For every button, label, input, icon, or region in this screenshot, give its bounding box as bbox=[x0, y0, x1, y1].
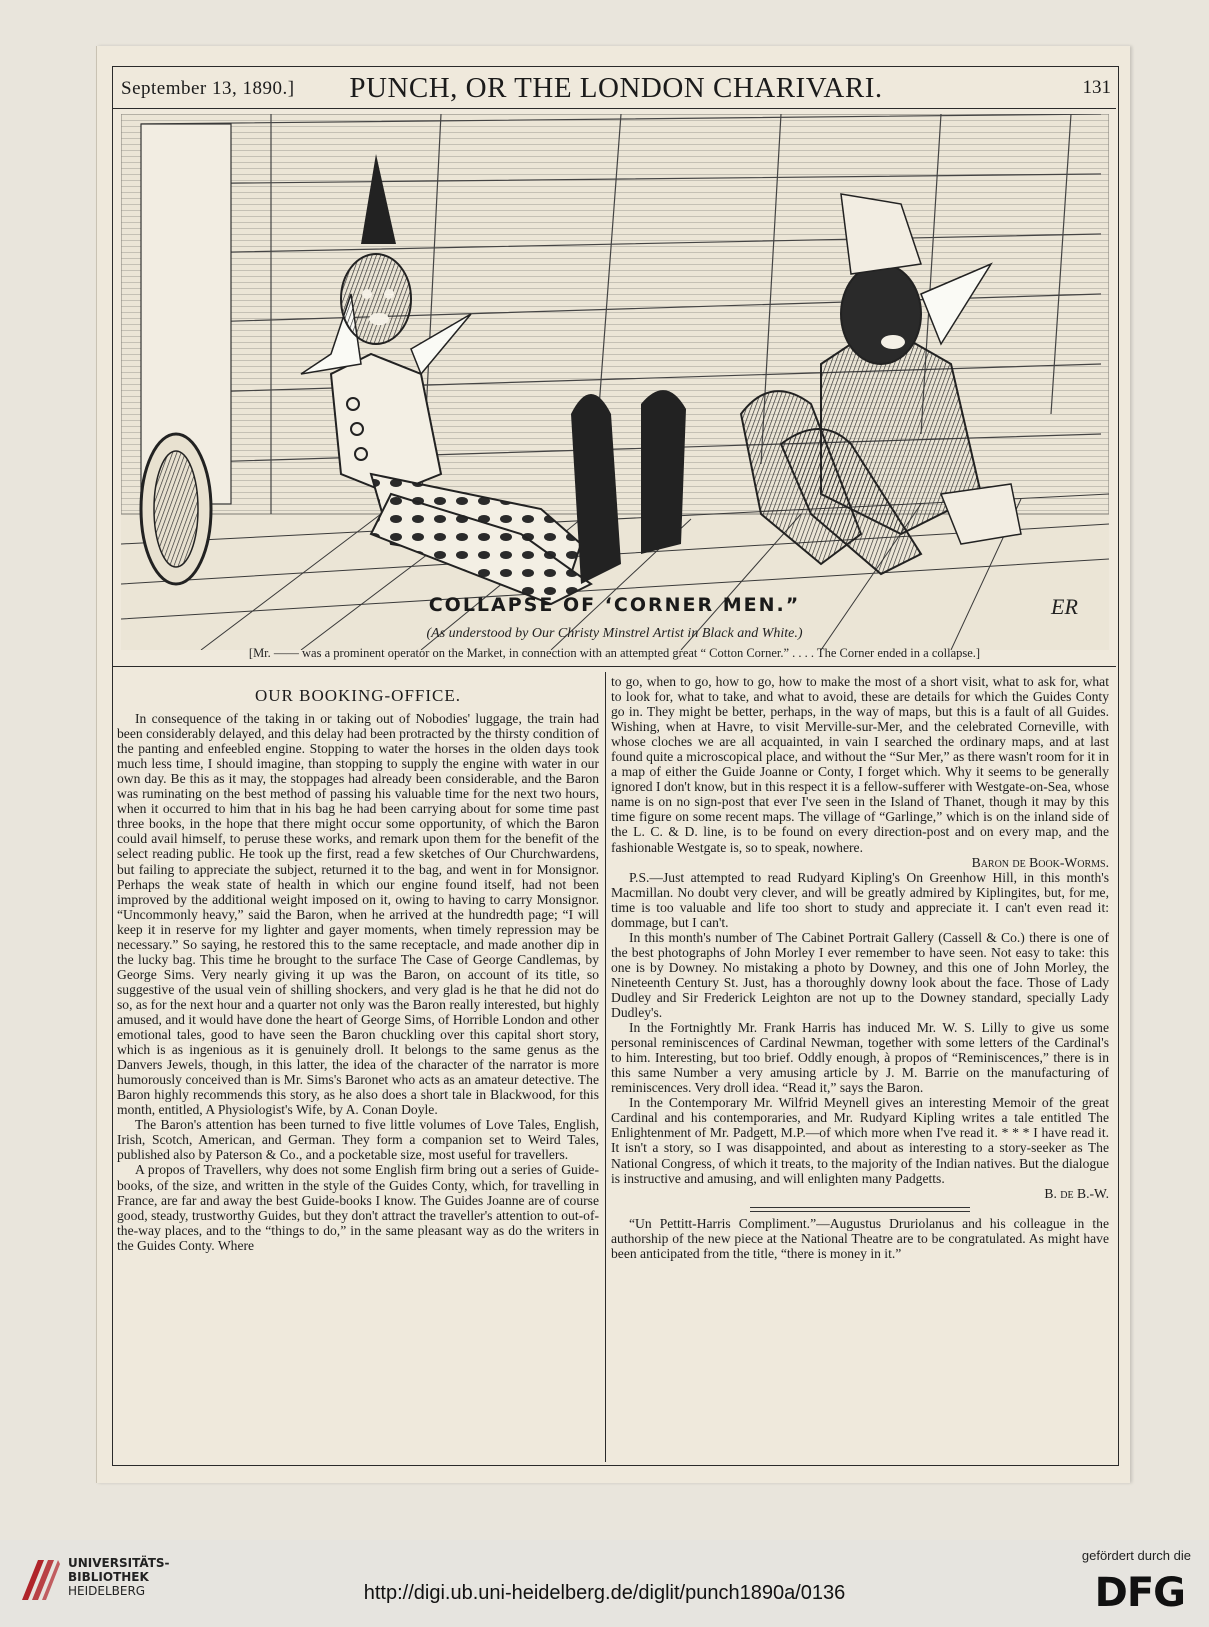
dfg-logo: DFG bbox=[1094, 1570, 1185, 1616]
column-rule bbox=[605, 672, 606, 1462]
article-paragraph: A propos of Travellers, why does not some English firm bring out a series of Guide-books, of the size, and written in the style of the Guides Conty, which, for travelling in France, are far and away the best Guide-books I know. The Guides Joanne are of course good, steady, trustworthy Guides, but they don't attract the traveller's attention to out-of-the-way places, and to the “things to do,” in the same pleasant way as do the writers in the Guides Conty. Where bbox=[117, 1162, 599, 1253]
article-paragraph: The Baron's attention has been turned to five little volumes of Love Tales, English, Irish, Scotch, American, and German. They form a companion set to Weird Tales, published also by Paterson & Co., and a pocketable size, most useful for travellers. bbox=[117, 1117, 599, 1163]
left-column bbox=[117, 676, 599, 1253]
sponsor-text: gefördert durch die bbox=[1081, 1548, 1191, 1563]
header-rule bbox=[113, 108, 1116, 109]
signature: Baron de Book-Worms. bbox=[971, 854, 1109, 870]
artist-signature: ER bbox=[1051, 594, 1078, 619]
article-paragraph: In this month's number of The Cabinet Portrait Gallery (Cassell & Co.) there is one of the best photographs of John Morley I ever remember to have seen. Not easy to take: this one is by Downey. No mistaking a photo by Downey, and this one of John Morley, the Nineteenth Century St. Just, has a thoroughly downy look about the face. Those of Lady Dudley and Sir Frederick Leighton are not up to the Downey standard, specially Lady Dudley's. bbox=[611, 929, 1109, 1021]
article-paragraph: P.S.—Just attempted to read Rudyard Kipling's On Greenhow Hill, in this month's Macmillan. No doubt very clever, and will be greatly admired by Kiplingites, but, for me, time is too valuable and life too short to study and appreciate it. I can't even read it: dommage, but I can't. bbox=[611, 869, 1109, 930]
page-header bbox=[121, 72, 1111, 102]
article-paragraph: In consequence of the taking in or taking out of Nobodies' luggage, the train had been considerably delayed, and this delay had been protracted by the thirsty condition of the panting and enfeebled engine. Stopping to water the horses in the olden days took much less time, I should imagine, than stopping to supply the engine with water in our own day. Be this as it may, the stoppages had already been considerable, and the Baron was ruminating on the best method of passing his valuable time for the next two hours, when it occurred to him that in his bag he had been carrying about for some time past three books, in the hope that there might occur some opportunity, of which the Baron could avail himself, to peruse these works, and remark upon them for the benefit of the select reading public. He took up the first, read a few sketches of Our Churchwardens, but failing to appreciate the subject, returned it to the bag, and went in for Monsignor. Perhaps the weak state of health in which our engine found itself, had not been improved by the additional weight imposed on it, owing to having to carry Monsignor. “Uncommonly heavy,” said the Baron, when he arrived at the hundredth page; “I will keep it in reserve for my lighter and gayer moments, when timely repression may be necessary.” So saying, he restored this to the same receptacle, and made another dip in the lucky bag. This time he brought to the surface The Case of George Candlemas, by George Sims. Very nearly giving it up was the Baron, on account of its title, so suggestive of the usual vein of shilling shockers, and very glad is he that he did not do so, as for the next hour and a quarter not only was the Baron really interested, but highly amused, and it would have done the heart of George Sims, of Horrible London and other emotional tales, good to have seen the Baron chuckling over this capital short story, which is as ingenious as it is genuinely droll. It belongs to the same genus as the Danvers Jewels, though, in this latter, the idea of the character of the narrator is more humorously conceived than is Mr. Sims's Baronet who acts as an amateur detective. The Baron highly recommends this story, as he also does a short tale in Blackwood, for this month, entitled, A Physiologist's Wife, by A. Conan Doyle. bbox=[117, 711, 599, 1118]
right-column bbox=[611, 674, 1109, 1261]
caption-rule bbox=[113, 666, 1116, 667]
section-heading: OUR BOOKING-OFFICE. bbox=[254, 686, 461, 705]
signature: B. de B.-W. bbox=[1044, 1185, 1109, 1201]
cartoon-note: [Mr. —— was a prominent operator on the Market, in connection with an attempted great “ Cotton Corner.” . . . . The Corner ended in a collapse.] bbox=[248, 646, 981, 660]
digitization-footer bbox=[0, 1540, 1209, 1627]
cartoon-subtitle: (As understood by Our Christy Minstrel Artist in Black and White.) bbox=[426, 626, 803, 641]
cartoon-illustration bbox=[121, 114, 1109, 650]
page-number: 131 bbox=[1082, 77, 1111, 98]
cartoon-title: COLLAPSE OF ‘CORNER MEN.” bbox=[428, 594, 801, 616]
article-paragraph: In the Contemporary Mr. Wilfrid Meynell gives an interesting Memoir of the great Cardinal and his contemporaries, and Mr. Rudyard Kipling writes a tale entitled The Enlightenment of Mr. Padgett, M.P.—of which more when I've read it. * * * I have read it. It isn't a story, so I was disappointed, and about as interesting to a story-seeker as The National Congress, of which it treats, to the majority of the Indian natives. But the dialogue is instructive and amusing, and will enlighten many Padgetts. bbox=[611, 1095, 1109, 1186]
library-name: UNIVERSITÄTS- BIBLIOTHEK HEIDELBERG bbox=[68, 1556, 170, 1598]
permalink-url[interactable]: http://digi.ub.uni-heidelberg.de/diglit/punch1890a/0136 bbox=[363, 1582, 846, 1604]
newspaper-page bbox=[96, 46, 1130, 1483]
section-divider bbox=[750, 1207, 970, 1212]
article-paragraph: “Un Pettitt-Harris Compliment.”—Augustus Druriolanus and his colleague in the authorship of the new piece at the National Theatre are to be congratulated. As might have been anticipated from the title, “there is money in it.” bbox=[611, 1215, 1109, 1261]
issue-date: September 13, 1890.] bbox=[121, 78, 295, 99]
publication-title: PUNCH, OR THE LONDON CHARIVARI. bbox=[349, 72, 883, 104]
article-paragraph: to go, when to go, how to go, how to make the most of a short visit, what to ask for, what to look for, what to take, and what to avoid, these are details for which the Guides Conty go in. They might be better, perhaps, in the way of maps, but this is a fault of all Guides. Wishing, when at Havre, to visit Merville-sur-Mer, and the celebrated Corneville, with whose cloches we are all acquainted, in vain I searched the ordinary maps, and at last found quite a microscopical place, and without the “Sur Mer,” as there wasn't room for it in a map of either the Guide Joanne or Conty, I forget which. Why it seems to be generally ignored I don't know, but in this respect it is a fellow-sufferer with Westgate-on-Sea, whose name is on no sign-post that ever I've seen in the Island of Thanet, though it may by this time figure on some recent maps. The village of “Garlinge,” which is on the inland side of the L. C. & D. line, is to be found on every direction-post and on every map, and the fashionable Westgate is, so to speak, nowhere. bbox=[611, 674, 1109, 855]
article-paragraph: In the Fortnightly Mr. Frank Harris has induced Mr. W. S. Lilly to give us some personal reminiscences of Cardinal Newman, together with some letters of the Cardinal's to him. Interesting, but too brief. Oddly enough, à propos of “Reminiscences,” there is in this same Number a very amusing article by J. M. Barrie on the manufacturing of reminiscences. Very droll idea. “Read it,” says the Baron. bbox=[611, 1020, 1109, 1096]
